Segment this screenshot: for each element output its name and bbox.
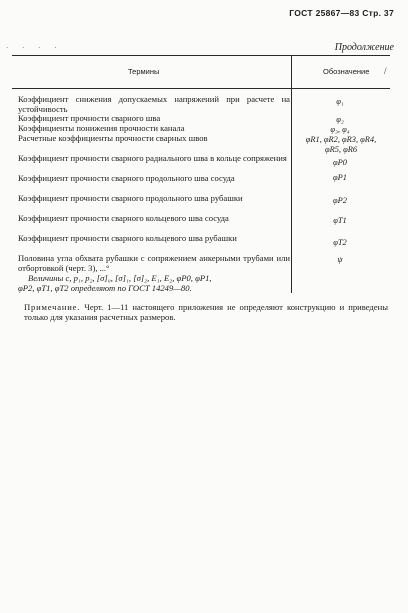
symbol-cell: ψ — [337, 255, 343, 264]
note-label: Примечание. — [24, 302, 81, 312]
term-row: Расчетные коэффициенты прочности сварных швов — [18, 133, 208, 143]
table-header-rule — [12, 88, 390, 89]
term-row: Коэффициент прочности сварного кольцевого шва рубашки — [18, 233, 237, 243]
symbol-cell: φP0 — [333, 158, 347, 167]
symbol-cell: φP1 — [333, 173, 347, 182]
values-note-line: φP2, φT1, φT2 определяют по ГОСТ 14249—80. — [18, 283, 192, 293]
term-row: Коэффициент прочности сварного кольцевого шва сосуда — [18, 213, 229, 223]
term-row: Коэффициенты понижения прочности канала — [18, 123, 185, 133]
page-header: ГОСТ 25867—83 Стр. 37 — [289, 8, 394, 18]
scan-marks: · · · · — [6, 44, 63, 52]
term-row: Половина угла обхвата рубашки с сопряжением анкерными трубами или отбортовкой (черт. 3), ...° — [18, 253, 290, 273]
symbol-cell: φT1 — [333, 216, 347, 225]
symbol-cell: φP2 — [333, 196, 347, 205]
symbol-cell: φT2 — [333, 238, 347, 247]
symbol-cell: φ₂ — [336, 115, 344, 124]
continuation-label: Продолжение — [334, 42, 394, 53]
term-row: Коэффициент прочности сварного продольного шва сосуда — [18, 173, 235, 183]
term-row: Коэффициент прочности сварного продольного шва рубашки — [18, 193, 243, 203]
symbol-cell: φ₁ — [336, 97, 344, 106]
table-column-divider — [291, 55, 292, 293]
column-header-terms: Термины — [128, 67, 160, 76]
slash-mark: / — [384, 66, 387, 76]
term-row: Коэффициент прочности сварного радиального шва в кольце сопряжения — [18, 153, 287, 163]
term-row: Коэффициент прочности сварного шва — [18, 113, 161, 123]
note-text: Черт. 1—11 настоящего приложения не определяют конструкцию и приведены только для указания расчетных размеров. — [24, 302, 388, 322]
values-note-line: Величины c, p₁, p₂, [σ]₀, [σ]₁, [σ]₂, E₁, E₂, φP0, φP1, — [28, 273, 212, 283]
term-row: Коэффициент снижения допускаемых напряжений при расчете на устойчивость — [18, 94, 290, 114]
column-header-symbol: Обозначение — [323, 67, 370, 76]
symbol-cell: φR1, φR2, φR3, φR4, φR5, φR6 — [305, 135, 377, 154]
note-paragraph — [24, 302, 388, 322]
table-top-rule — [12, 55, 390, 56]
symbol-cell: φ₃, φ₄ — [330, 125, 350, 134]
